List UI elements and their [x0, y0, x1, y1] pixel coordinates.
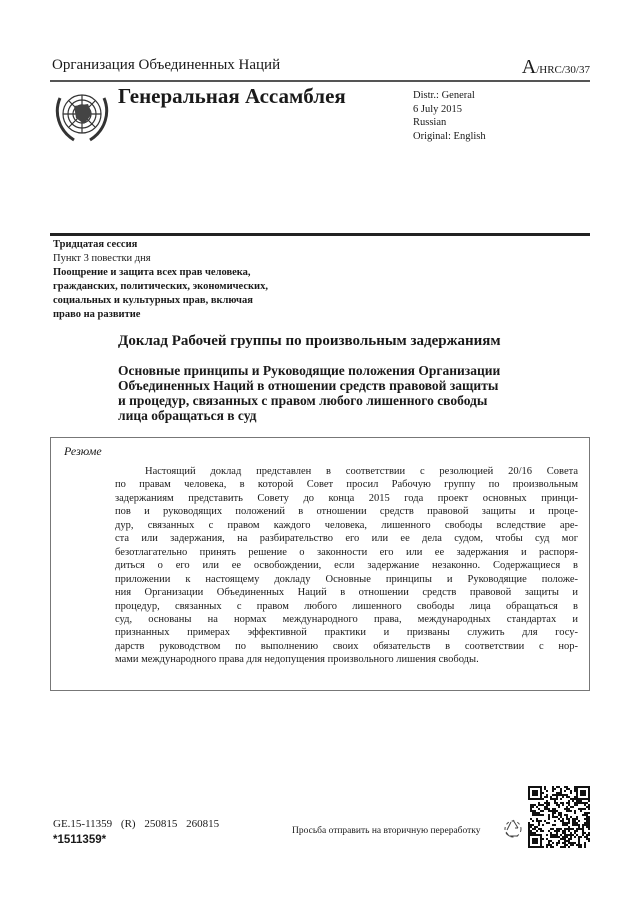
summary-line: процедур, связанных с правом любого лишенного свободы лица обращаться в	[115, 600, 578, 612]
agenda-topic-line: Поощрение и защита всех прав человека,	[53, 267, 251, 278]
agenda-item: Пункт 3 повестки дня	[53, 253, 151, 264]
summary-line: суд, основаны на нормах международного права, международных стандартах и	[115, 613, 578, 625]
session-title: Тридцатая сессия	[53, 239, 138, 250]
session-info	[53, 238, 313, 322]
language-line: Russian	[413, 117, 447, 128]
summary-line: дур, связанных с правом каждого человека, лишенного свободы вследствие аре-	[115, 519, 578, 531]
thick-rule	[50, 233, 590, 236]
agenda-topic-line: социальных и культурных прав, включая	[53, 295, 253, 306]
subtitle-line: Основные принципы и Руководящие положения Организации	[118, 363, 501, 378]
subtitle-line: Объединенных Наций в отношении средств правовой защиты	[118, 378, 499, 393]
job-number: GE.15-11359 (R) 250815 260815	[53, 818, 220, 830]
summary-line: приложении к настоящему докладу Основные принципы и Руководящие положе-	[115, 573, 578, 585]
document-symbol	[522, 56, 590, 79]
report-subtitle	[118, 363, 518, 423]
subtitle-line: и процедур, связанных с правом любого лишенного свободы	[118, 393, 488, 408]
symbol-rest: /HRC/30/37	[536, 64, 590, 76]
header-rule	[50, 80, 590, 82]
summary-line: признанных примерах эффективной практики и призваны служить для госу-	[115, 627, 578, 639]
summary-line: ния Организации Объединенных Наций в отношении средств правовой защиты и	[115, 587, 578, 599]
general-assembly-title: Генеральная Ассамблея	[118, 84, 346, 108]
summary-line: по правам человека, в которой Совет просил Рабочую группу по произвольным	[115, 479, 578, 491]
summary-line: мами международного права для недопущения произвольного лишения свободы.	[115, 654, 479, 666]
summary-line: диться о его или ее освобождении, если задержание незаконно. Содержащиеся в	[115, 560, 578, 572]
agenda-topic-line: право на развитие	[53, 309, 141, 320]
summary-text	[115, 465, 578, 667]
symbol-prefix: A	[521, 56, 537, 78]
summary-line: Настоящий доклад представлен в соответствии с резолюцией 20/16 Совета	[145, 466, 578, 477]
original-language-line: Original: English	[413, 130, 486, 142]
organization-name: Организация Объединенных Наций	[52, 57, 281, 73]
qr-code-icon	[528, 786, 590, 848]
subtitle-line: лица обращаться в суд	[118, 408, 257, 423]
distribution-info	[413, 89, 486, 143]
summary-line: пов и руководящих положений в отношении средств правовой защиты и проце-	[115, 506, 578, 518]
summary-label: Резюме	[64, 444, 102, 458]
un-emblem-icon	[50, 84, 114, 148]
report-title: Доклад Рабочей группы по произвольным задержаниям	[118, 333, 501, 349]
summary-line: ста или задержания, на разбирательство его или ее дела судом, чтобы суд мог	[115, 533, 578, 545]
barcode-number: *1511359*	[53, 834, 107, 846]
recycle-icon	[503, 818, 523, 840]
summary-line: дарств руководством по выполнению своих обязательств в соответствии с нор-	[115, 640, 578, 652]
date-line: 6 July 2015	[413, 103, 463, 115]
summary-line: безотлагательно принять решение о законности его или ее задержания и распоря-	[115, 546, 578, 558]
agenda-topic-line: гражданских, политических, экономических,	[53, 281, 268, 292]
recycle-notice: Просьба отправить на вторичную переработку	[292, 826, 481, 836]
summary-line: задержаниям представить Совету до конца 2015 года проект основных принци-	[115, 492, 578, 504]
distr-line: Distr.: General	[413, 90, 475, 101]
